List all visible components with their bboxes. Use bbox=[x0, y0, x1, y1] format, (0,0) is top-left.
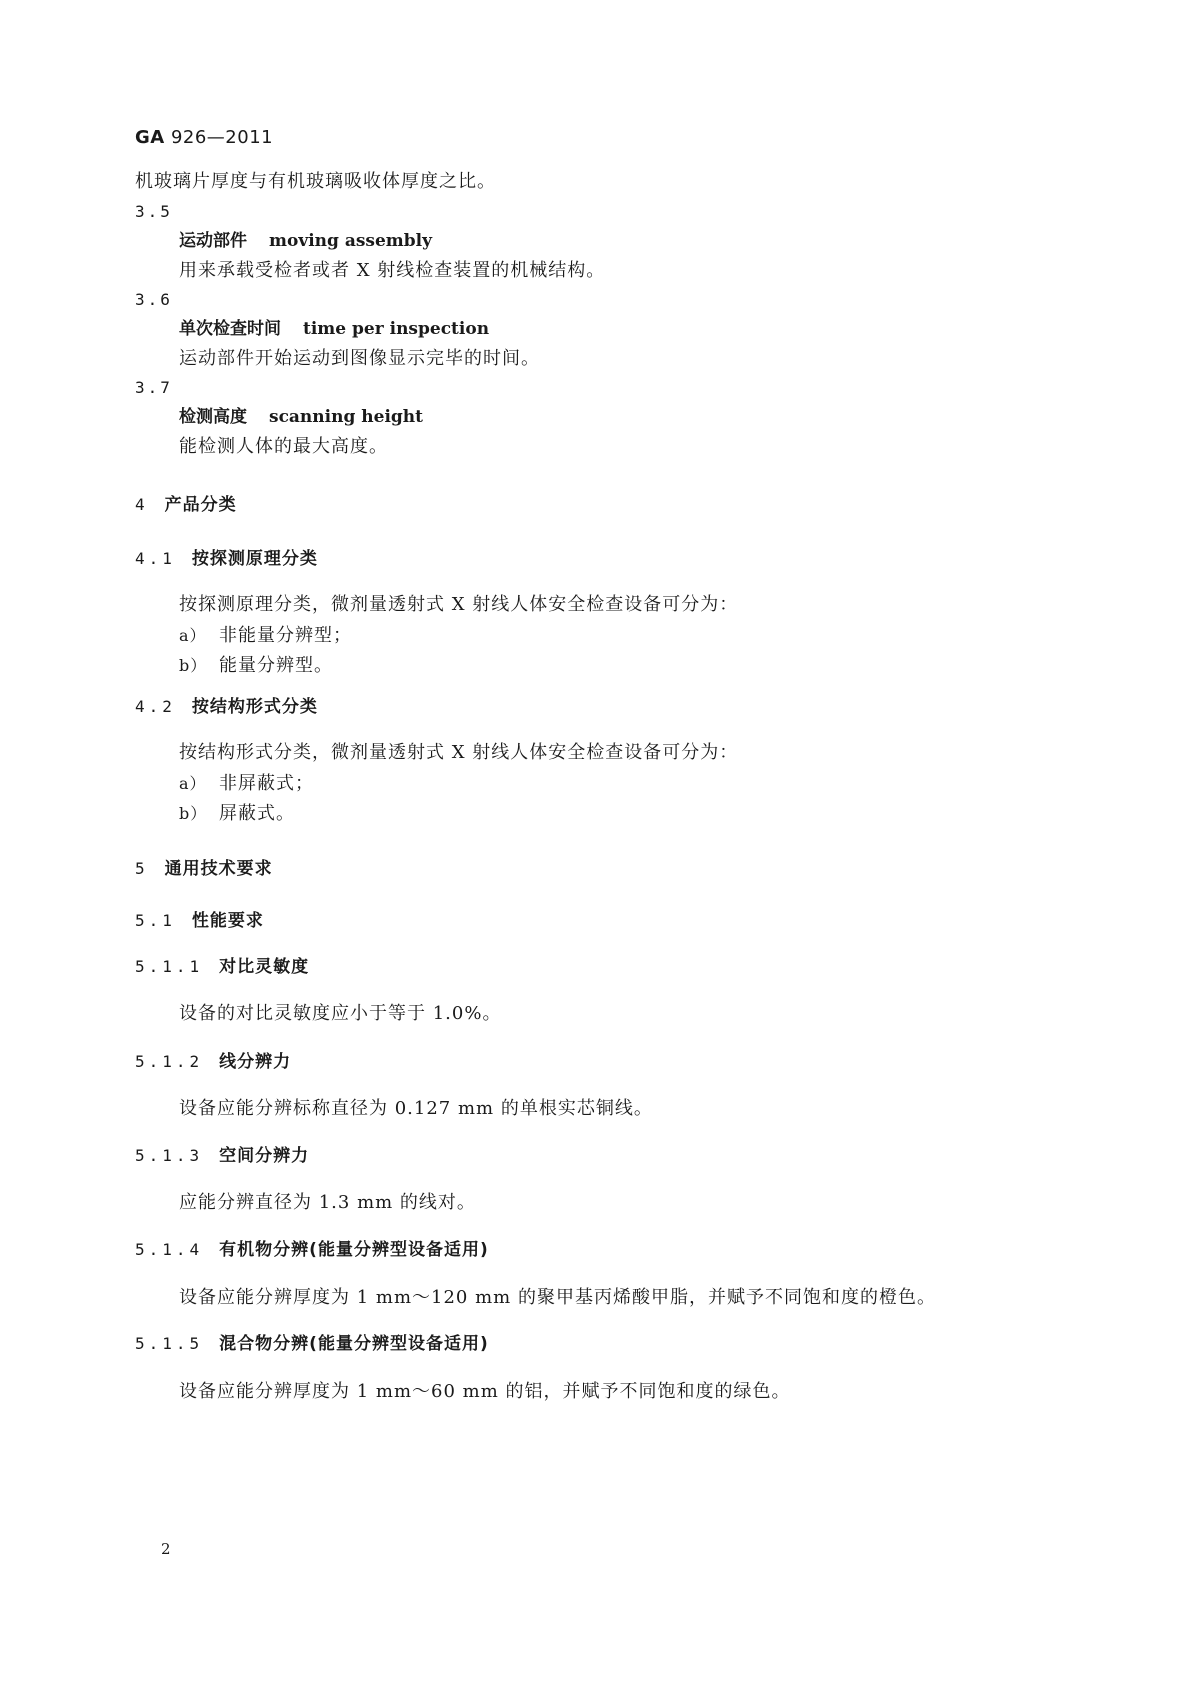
subsection-title: 按探测原理分类 bbox=[191, 549, 318, 569]
paragraph: 按探测原理分类，微剂量透射式 X 射线人体安全检查设备可分为： bbox=[179, 594, 739, 615]
section-heading bbox=[135, 857, 273, 881]
list-text: 非能量分辨型； bbox=[219, 625, 352, 646]
standard-prefix: GA bbox=[135, 127, 165, 148]
clause-text: 设备应能分辨厚度为 1 mm～120 mm 的聚甲基丙烯酸甲脂，并赋予不同饱和度的橙色。 bbox=[179, 1287, 936, 1308]
clause-title: 对比灵敏度 bbox=[219, 957, 310, 977]
clause-number: 5.1.4 bbox=[135, 1240, 204, 1259]
clause-heading bbox=[135, 1238, 489, 1262]
subsection-title: 按结构形式分类 bbox=[191, 697, 318, 717]
term-title bbox=[179, 229, 432, 253]
clause-heading bbox=[135, 1332, 489, 1356]
section-title: 产品分类 bbox=[164, 495, 237, 515]
clause-title: 空间分辨力 bbox=[219, 1146, 310, 1166]
term-number: 3.7 bbox=[135, 378, 173, 397]
subsection-heading bbox=[135, 547, 318, 571]
list-label: b） bbox=[179, 656, 208, 675]
term-number: 3.6 bbox=[135, 290, 173, 309]
term-en: scanning height bbox=[269, 407, 424, 427]
term-definition: 能检测人体的最大高度。 bbox=[179, 436, 388, 457]
list-text: 能量分辨型。 bbox=[219, 655, 333, 676]
clause-title: 线分辨力 bbox=[219, 1052, 292, 1072]
paragraph: 按结构形式分类，微剂量透射式 X 射线人体安全检查设备可分为： bbox=[179, 742, 739, 763]
term-title bbox=[179, 405, 423, 429]
clause-number: 5.1.3 bbox=[135, 1146, 204, 1165]
list-label: a） bbox=[179, 626, 207, 645]
page-number: 2 bbox=[161, 1540, 171, 1558]
list-item bbox=[179, 654, 333, 678]
continuation-text: 机玻璃片厚度与有机玻璃吸收体厚度之比。 bbox=[135, 171, 496, 192]
subsection-heading bbox=[135, 695, 318, 719]
list-item bbox=[179, 772, 314, 796]
clause-text: 设备的对比灵敏度应小于等于 1.0%。 bbox=[179, 1003, 502, 1024]
subsection-number: 4.2 bbox=[135, 697, 176, 716]
list-text: 非屏蔽式； bbox=[219, 773, 314, 794]
clause-title: 混合物分辨(能量分辨型设备适用) bbox=[219, 1334, 489, 1354]
term-definition: 用来承载受检者或者 X 射线检查装置的机械结构。 bbox=[179, 260, 606, 281]
clause-text: 设备应能分辨厚度为 1 mm～60 mm 的铝，并赋予不同饱和度的绿色。 bbox=[179, 1381, 791, 1402]
list-text: 屏蔽式。 bbox=[219, 803, 295, 824]
list-item bbox=[179, 802, 295, 826]
clause-text: 应能分辨直径为 1.3 mm 的线对。 bbox=[179, 1192, 476, 1213]
list-label: a） bbox=[179, 774, 207, 793]
clause-number: 5.1.5 bbox=[135, 1334, 204, 1353]
term-en: time per inspection bbox=[303, 319, 490, 339]
clause-number: 5.1.2 bbox=[135, 1052, 204, 1071]
clause-number: 5.1.1 bbox=[135, 957, 204, 976]
term-zh: 检测高度 bbox=[179, 407, 247, 427]
document-code bbox=[135, 127, 273, 148]
list-item bbox=[179, 624, 352, 648]
clause-heading bbox=[135, 1050, 291, 1074]
list-label: b） bbox=[179, 804, 208, 823]
term-zh: 运动部件 bbox=[179, 231, 247, 251]
subsection-number: 5.1 bbox=[135, 911, 176, 930]
clause-heading bbox=[135, 1144, 309, 1168]
subsection-heading bbox=[135, 909, 264, 933]
term-en: moving assembly bbox=[269, 231, 433, 251]
section-number: 4 bbox=[135, 495, 149, 514]
clause-heading bbox=[135, 955, 309, 979]
subsection-title: 性能要求 bbox=[191, 911, 264, 931]
clause-title: 有机物分辨(能量分辨型设备适用) bbox=[219, 1240, 489, 1260]
section-title: 通用技术要求 bbox=[164, 859, 273, 879]
term-number: 3.5 bbox=[135, 202, 173, 221]
standard-number: 926—2011 bbox=[170, 127, 274, 148]
clause-text: 设备应能分辨标称直径为 0.127 mm 的单根实芯铜线。 bbox=[179, 1098, 653, 1119]
section-heading bbox=[135, 493, 237, 517]
term-title bbox=[179, 317, 489, 341]
term-definition: 运动部件开始运动到图像显示完毕的时间。 bbox=[179, 348, 540, 369]
term-zh: 单次检查时间 bbox=[179, 319, 281, 339]
subsection-number: 4.1 bbox=[135, 549, 176, 568]
section-number: 5 bbox=[135, 859, 149, 878]
